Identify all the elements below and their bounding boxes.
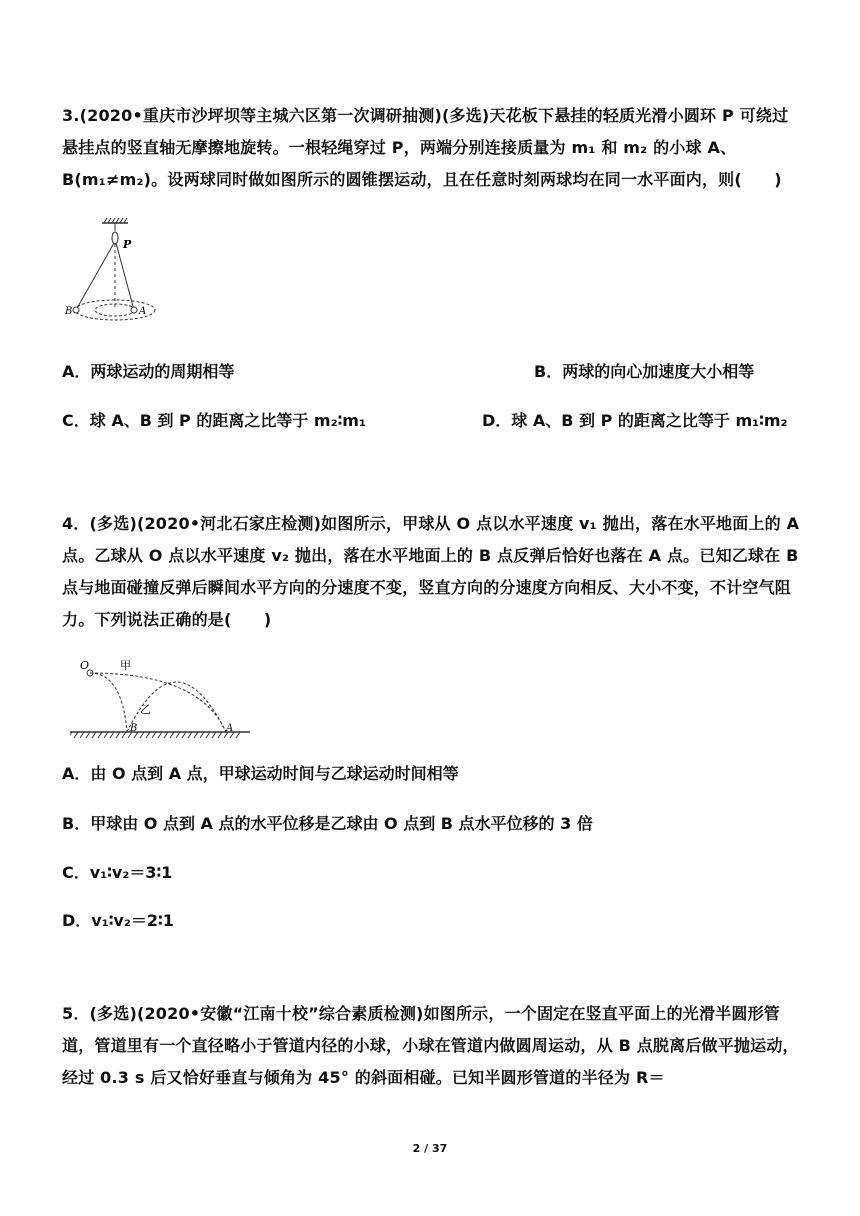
page-number: 2 / 37 [412,1142,448,1155]
q4-label-jia: 甲 [120,659,131,672]
q4-option-d: D．v₁∶v₂＝2∶1 [62,911,174,930]
q3-label-p: P [123,238,132,251]
q3-option-a: A．两球运动的周期相等 [62,362,235,381]
q4-label-o: O [80,659,90,672]
q4-option-b: B．甲球由 O 点到 A 点的水平位移是乙球由 O 点到 B 点水平位移的 3 倍 [62,814,593,833]
q3-conical-pendulum-figure [62,218,172,328]
q3-option-d: D．球 A、B 到 P 的距离之比等于 m₁∶m₂ [482,411,788,430]
q4-label-b: B [130,723,138,734]
q3-label-a: A [139,306,147,317]
q3-option-c: C．球 A、B 到 P 的距离之比等于 m₂∶m₁ [62,411,366,430]
q4-option-a: A．由 O 点到 A 点，甲球运动时间与乙球运动时间相等 [62,764,459,783]
q4-label-a: A [226,723,234,734]
q4-stem: 4．(多选)(2020•河北石家庄检测)如图所示，甲球从 O 点以水平速度 v₁ 抛出，落在水平地面上的 A 点。乙球从 O 点以水平速度 v₂ 抛出，落在水平地面上的 B 点反弹后恰好也落在 A 点。已知乙球在 B 点与地面碰撞反弹后瞬间水平方向的分速度不变，竖直方向的分速度方向相反、大小不变，不计空气阻力。下列说法正确的是( ) [62,514,805,629]
q3-option-b: B．两球的向心加速度大小相等 [534,362,755,381]
q3-stem: 3.(2020•重庆市沙坪坝等主城六区第一次调研抽测)(多选)天花板下悬挂的轻质光滑小圆环 P 可绕过悬挂点的竖直轴无摩擦地旋转。一根轻绳穿过 P，两端分别连接质量为 m₁ 和 m₂ 的小球 A、B(m₁≠m₂)。设两球同时做如图所示的圆锥摆运动，且在任意时刻两球均在同一水平面内，则( ) [62,106,789,189]
q4-projectile-figure [70,656,250,742]
q4-option-c: C．v₁∶v₂＝3∶1 [62,863,173,882]
q3-label-b: B [65,306,73,317]
q4-label-yi: 乙 [140,703,151,716]
q5-stem: 5．(多选)(2020•安徽“江南十校”综合素质检测)如图所示，一个固定在竖直平面上的光滑半圆形管道，管道里有一个直径略小于管道内径的小球，小球在管道内做圆周运动，从 B 点脱离后做平抛运动，经过 0.3 s 后又恰好垂直与倾角为 45° 的斜面相碰。已知半圆形管道的半径为 R＝ [62,1004,799,1087]
